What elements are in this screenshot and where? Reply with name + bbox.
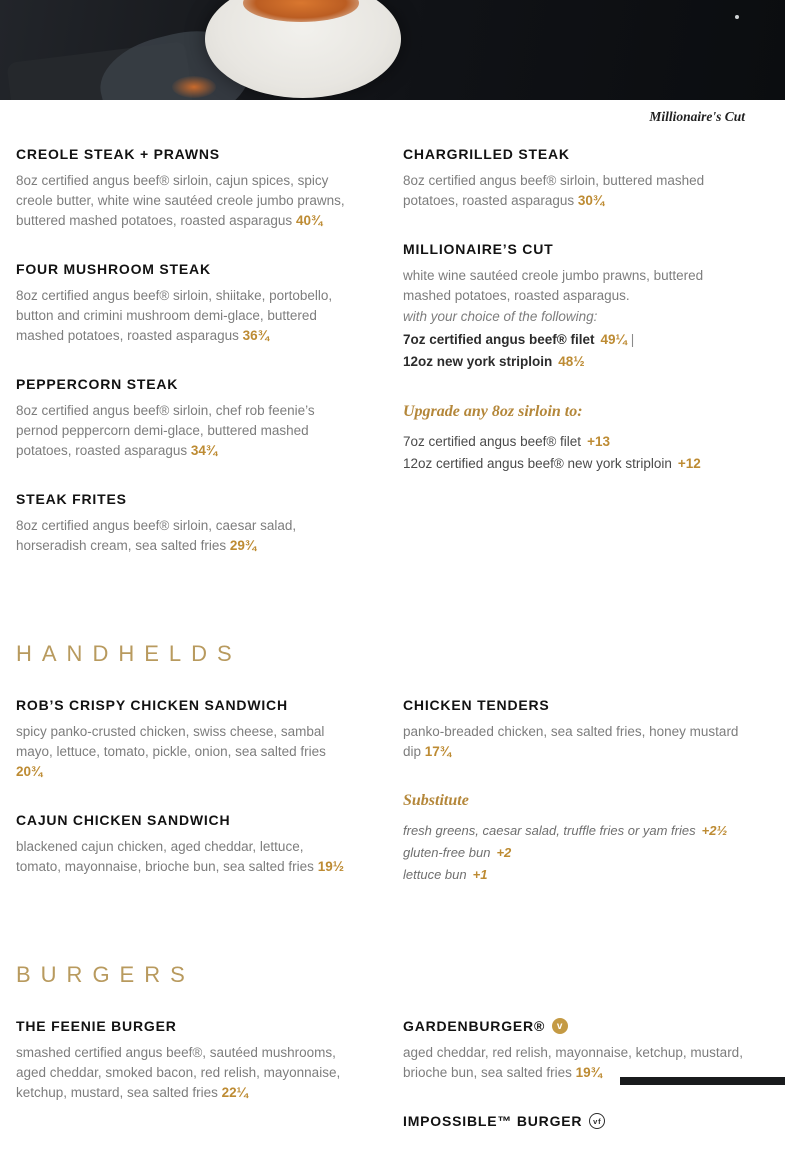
item-description xyxy=(16,722,345,782)
vegetarian-icon: v xyxy=(552,1018,568,1034)
upgrade-option xyxy=(403,453,745,475)
item-description-text: 8oz certified angus beef® sirloin, buttered mashed potatoes, roasted asparagus xyxy=(403,173,705,208)
item-description xyxy=(16,837,345,877)
item-description xyxy=(16,1043,345,1103)
menu-item-impossible-burger xyxy=(403,1113,745,1129)
item-description-text: aged cheddar, red relish, mayonnaise, ketchup, mustard, brioche bun, sea salted fries xyxy=(403,1045,743,1080)
item-price: 36¾ xyxy=(242,328,269,343)
item-description xyxy=(16,401,345,461)
substitute-option xyxy=(403,842,745,864)
menu-item-peppercorn-steak xyxy=(16,376,345,461)
section-title-handhelds: HANDHELDS xyxy=(16,641,242,666)
item-name-text: IMPOSSIBLE™ BURGER xyxy=(403,1113,583,1129)
steaks-right-column xyxy=(403,146,745,475)
menu-item-chargrilled-steak xyxy=(403,146,745,211)
choice-option-filet xyxy=(403,329,745,351)
steaks-left-column xyxy=(16,146,345,586)
upgrade-title: Upgrade any 8oz sirloin to: xyxy=(403,403,583,420)
item-name: MILLIONAIRE’S CUT xyxy=(403,241,554,257)
choice-divider: | xyxy=(630,332,635,347)
next-photo-sliver xyxy=(620,1077,785,1085)
item-description-text: spicy panko-crusted chicken, swiss cheese, sambal mayo, lettuce, tomato, pickle, onion, sea salted fries xyxy=(16,724,326,759)
substitute-block xyxy=(403,792,745,886)
item-price: 34¾ xyxy=(190,443,218,458)
upgrade-option-label: 12oz certified angus beef® new york striploin xyxy=(403,456,672,471)
choice-intro: with your choice of the following: xyxy=(403,309,598,324)
item-description-text: 8oz certified angus beef® sirloin, cajun spices, spicy creole butter, white wine sautéed creole jumbo prawns, buttered mashed potatoes, roasted asparagus xyxy=(16,173,345,228)
item-price: 19¾ xyxy=(575,1065,602,1080)
substitute-option xyxy=(403,820,745,842)
item-price: 29¾ xyxy=(229,538,257,553)
menu-item-steak-frites xyxy=(16,491,345,556)
item-price: 30¾ xyxy=(577,193,605,208)
upgrade-option xyxy=(403,431,745,453)
choice-label: 7oz certified angus beef® filet xyxy=(403,332,595,347)
menu-item-millionaires-cut xyxy=(403,241,745,373)
upgrade-block xyxy=(403,403,745,475)
vegetarian-friendly-icon: vf xyxy=(589,1113,605,1129)
item-name: CREOLE STEAK + PRAWNS xyxy=(16,146,220,162)
item-name: CAJUN CHICKEN SANDWICH xyxy=(16,812,231,828)
item-description-text: 8oz certified angus beef® sirloin, shiitake, portobello, button and crimini mushroom demi-glace, buttered mashed potatoes, roasted asparagus xyxy=(16,288,333,343)
item-name: ROB’S CRISPY CHICKEN SANDWICH xyxy=(16,697,288,713)
choice-option-striploin xyxy=(403,351,745,373)
item-name-text: GARDENBURGER® xyxy=(403,1018,546,1034)
handhelds-grid xyxy=(16,697,745,907)
photo-caption: Millionaire's Cut xyxy=(649,109,745,124)
item-name: CHICKEN TENDERS xyxy=(403,697,550,713)
substitute-option-price: +2½ xyxy=(701,823,728,838)
substitute-option-label: fresh greens, caesar salad, truffle fries or yam fries xyxy=(403,823,696,838)
substitute-option-label: gluten-free bun xyxy=(403,845,491,860)
item-description-text: 8oz certified angus beef® sirloin, caesar salad, horseradish cream, sea salted fries xyxy=(16,518,297,553)
substitute-option xyxy=(403,864,745,886)
upgrade-option-label: 7oz certified angus beef® filet xyxy=(403,434,582,449)
handhelds-left-column xyxy=(16,697,345,907)
highlight-speck xyxy=(735,15,739,19)
menu-item-creole-steak-prawns xyxy=(16,146,345,231)
item-price: 22¼ xyxy=(221,1085,248,1100)
burgers-grid xyxy=(16,1018,745,1159)
item-price: 20¾ xyxy=(16,764,43,779)
item-description-text: 8oz certified angus beef® sirloin, chef rob feenie’s pernod peppercorn demi-glace, buttered mashed potatoes, roasted asparagus xyxy=(16,403,315,458)
item-description: white wine sautéed creole jumbo prawns, buttered mashed potatoes, roasted asparagus. xyxy=(403,268,704,303)
item-name: STEAK FRITES xyxy=(16,491,127,507)
item-description xyxy=(16,286,345,346)
item-description xyxy=(403,722,745,762)
upgrade-option-price: +12 xyxy=(677,456,701,471)
steaks-grid xyxy=(16,146,745,586)
item-description-text: smashed certified angus beef®, sautéed mushrooms, aged cheddar, smoked bacon, red relish, mayonnaise, ketchup, mustard, sea salted fries xyxy=(16,1045,341,1100)
substitute-option-price: +1 xyxy=(472,867,488,882)
garnish-image xyxy=(172,76,216,98)
hero-photo xyxy=(0,0,785,100)
section-title-burgers: BURGERS xyxy=(16,962,195,987)
burgers-right-column xyxy=(403,1018,745,1159)
item-price: 19½ xyxy=(317,859,344,874)
item-description-text: blackened cajun chicken, aged cheddar, lettuce, tomato, mayonnaise, brioche bun, sea salted fries xyxy=(16,839,314,874)
choice-price: 49¼ xyxy=(600,332,627,347)
menu-item-cajun-chicken-sandwich xyxy=(16,812,345,877)
substitute-title: Substitute xyxy=(403,792,469,809)
item-price: 40¾ xyxy=(295,213,323,228)
item-name: CHARGRILLED STEAK xyxy=(403,146,570,162)
item-description xyxy=(16,516,345,556)
item-description xyxy=(16,171,345,231)
menu-item-robs-crispy-chicken-sandwich xyxy=(16,697,345,782)
item-name: PEPPERCORN STEAK xyxy=(16,376,179,392)
menu-content xyxy=(0,125,785,1159)
item-name: THE FEENIE BURGER xyxy=(16,1018,177,1034)
substitute-option-price: +2 xyxy=(496,845,512,860)
item-name: FOUR MUSHROOM STEAK xyxy=(16,261,211,277)
burgers-left-column xyxy=(16,1018,345,1133)
menu-item-chicken-tenders xyxy=(403,697,745,762)
item-description-text: panko-breaded chicken, sea salted fries, honey mustard dip xyxy=(403,724,739,759)
item-name xyxy=(403,1113,745,1129)
menu-item-feenie-burger xyxy=(16,1018,345,1103)
menu-item-four-mushroom-steak xyxy=(16,261,345,346)
item-price: 17¾ xyxy=(424,744,452,759)
substitute-option-label: lettuce bun xyxy=(403,867,467,882)
item-description xyxy=(403,171,745,211)
menu-item-gardenburger xyxy=(403,1018,745,1083)
item-name xyxy=(403,1018,745,1034)
choice-label: 12oz new york striploin xyxy=(403,354,553,369)
choice-price: 48½ xyxy=(558,354,585,369)
handhelds-right-column xyxy=(403,697,745,886)
upgrade-option-price: +13 xyxy=(587,434,610,449)
